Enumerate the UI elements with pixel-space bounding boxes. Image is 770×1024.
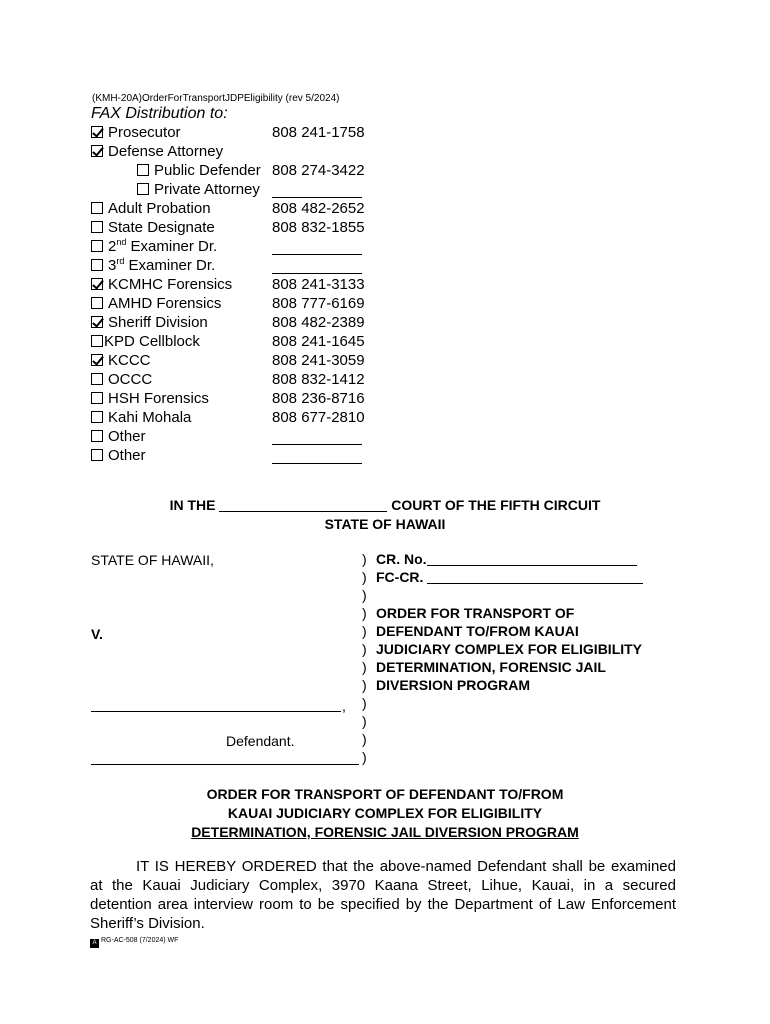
caption-order-line: JUDICIARY COMPLEX FOR ELIGIBILITY xyxy=(376,641,643,657)
checkbox[interactable] xyxy=(91,392,103,404)
form-logo-icon: A xyxy=(90,939,99,948)
fax-row xyxy=(137,161,261,180)
caption-order-line: ORDER FOR TRANSPORT OF xyxy=(376,605,575,621)
fax-row xyxy=(91,332,200,351)
cr-no-label: CR. No. xyxy=(376,551,427,567)
checkbox[interactable] xyxy=(91,221,103,233)
fax-number-blank[interactable] xyxy=(272,240,362,255)
fax-label: 3rd Examiner Dr. xyxy=(108,256,216,274)
versus: V. xyxy=(91,626,103,642)
checkbox[interactable] xyxy=(91,430,103,442)
fax-number: 808 236-8716 xyxy=(272,390,365,407)
fax-row xyxy=(91,256,215,275)
footer-code: RG-AC-508 (7/2024) WF xyxy=(101,937,179,944)
checkbox[interactable] xyxy=(91,202,103,214)
court-heading xyxy=(0,497,770,513)
fax-label: Kahi Mohala xyxy=(108,409,192,426)
fax-row xyxy=(91,199,211,218)
fax-row xyxy=(91,370,152,389)
fax-row xyxy=(91,218,215,237)
fax-row xyxy=(91,142,223,161)
fax-label: HSH Forensics xyxy=(108,390,209,407)
fax-label: Other xyxy=(108,428,146,445)
order-title-line3-text: DETERMINATION, FORENSIC JAIL DIVERSION PROGRAM xyxy=(191,824,579,840)
fax-label: State Designate xyxy=(108,219,215,236)
fax-row xyxy=(91,408,191,427)
caption-order-line: DIVERSION PROGRAM xyxy=(376,677,531,693)
fax-row xyxy=(91,237,217,256)
cr-number xyxy=(376,550,637,568)
fc-cr-label: FC-CR. xyxy=(376,569,424,585)
fax-number: 808 241-3133 xyxy=(272,276,365,293)
checkbox[interactable] xyxy=(91,126,103,138)
fax-row xyxy=(91,427,146,446)
fax-label: Sheriff Division xyxy=(108,314,208,331)
checkbox[interactable] xyxy=(91,240,103,252)
fax-row xyxy=(137,180,260,199)
fax-number: 808 274-3422 xyxy=(272,162,365,179)
fax-row xyxy=(91,275,232,294)
fax-label: Other xyxy=(108,447,146,464)
order-paragraph: IT IS HEREBY ORDERED that the above-named Defendant shall be examined at the Kauai Judiciary Complex, 3970 Kaana Street, Lihue, Kauai, in a secured detention area interview room to be specified by the Department of Law Enforcement Sheriff’s Division. xyxy=(90,858,676,932)
checkbox[interactable] xyxy=(91,411,103,423)
order-title-line1: ORDER FOR TRANSPORT OF DEFENDANT TO/FROM xyxy=(206,786,564,802)
fc-cr-blank[interactable] xyxy=(427,571,643,584)
fax-row xyxy=(91,446,146,465)
checkbox[interactable] xyxy=(137,183,149,195)
caption-bottom-line xyxy=(91,752,359,765)
cr-no-blank[interactable] xyxy=(427,553,637,566)
fax-label: 2nd Examiner Dr. xyxy=(108,237,218,255)
fax-number: 808 241-1645 xyxy=(272,333,365,350)
caption-order-title xyxy=(376,604,642,694)
fax-number: 808 241-3059 xyxy=(272,352,365,369)
fax-number-blank[interactable] xyxy=(272,449,362,464)
fax-label: Prosecutor xyxy=(108,124,181,141)
fax-number: 808 482-2389 xyxy=(272,314,365,331)
fax-number: 808 832-1855 xyxy=(272,219,365,236)
court-name-blank[interactable] xyxy=(219,511,387,512)
form-id: (KMH-20A)OrderForTransportJDPEligibility (rev 5/2024) xyxy=(92,93,340,104)
checkbox[interactable] xyxy=(137,164,149,176)
fax-number: 808 832-1412 xyxy=(272,371,365,388)
fax-label: Adult Probation xyxy=(108,200,211,217)
fax-number: 808 777-6169 xyxy=(272,295,365,312)
fax-number-blank[interactable] xyxy=(272,183,362,198)
checkbox[interactable] xyxy=(91,278,103,290)
comma: , xyxy=(342,698,346,714)
fax-row xyxy=(91,313,208,332)
order-title-line2: KAUAI JUDICIARY COMPLEX FOR ELIGIBILITY xyxy=(227,805,543,821)
fax-row xyxy=(91,389,209,408)
checkbox[interactable] xyxy=(91,354,103,366)
fax-row xyxy=(91,351,151,370)
checkbox[interactable] xyxy=(91,145,103,157)
fax-number-blank[interactable] xyxy=(272,430,362,445)
checkbox[interactable] xyxy=(91,297,103,309)
caption-order-line: DETERMINATION, FORENSIC JAIL xyxy=(376,659,606,675)
footer xyxy=(90,937,178,948)
fax-label: KCMHC Forensics xyxy=(108,276,233,293)
fax-number: 808 677-2810 xyxy=(272,409,365,426)
fax-label: AMHD Forensics xyxy=(108,295,222,312)
fax-number: 808 482-2652 xyxy=(272,200,365,217)
caption-parens: ) ) ) ) ) ) ) ) ) ) ) ) xyxy=(362,551,367,765)
defendant-label: Defendant. xyxy=(226,733,295,749)
order-title-line3 xyxy=(0,823,770,842)
checkbox[interactable] xyxy=(91,335,103,347)
fax-label: KPD Cellblock xyxy=(104,333,200,350)
court-state: STATE OF HAWAII xyxy=(324,516,446,532)
defendant-name-blank[interactable] xyxy=(91,699,341,712)
caption-order-line: DEFENDANT TO/FROM KAUAI xyxy=(376,623,579,639)
fax-number-blank[interactable] xyxy=(272,259,362,274)
fax-row xyxy=(91,294,221,313)
checkbox[interactable] xyxy=(91,259,103,271)
fax-row xyxy=(91,123,181,142)
checkbox[interactable] xyxy=(91,449,103,461)
court-prefix: IN THE xyxy=(169,497,216,513)
fax-number: 808 241-1758 xyxy=(272,124,365,141)
checkbox[interactable] xyxy=(91,316,103,328)
checkbox[interactable] xyxy=(91,373,103,385)
fax-label: Defense Attorney xyxy=(108,143,224,160)
fax-label: Public Defender xyxy=(154,162,261,179)
plaintiff-name: STATE OF HAWAII, xyxy=(91,552,214,568)
fax-label: Private Attorney xyxy=(154,181,260,198)
fax-label: OCCC xyxy=(108,371,153,388)
fc-cr-number xyxy=(376,568,643,586)
court-suffix: COURT OF THE FIFTH CIRCUIT xyxy=(391,497,601,513)
fax-label: KCCC xyxy=(108,352,151,369)
fax-distribution-title: FAX Distribution to: xyxy=(91,105,228,122)
